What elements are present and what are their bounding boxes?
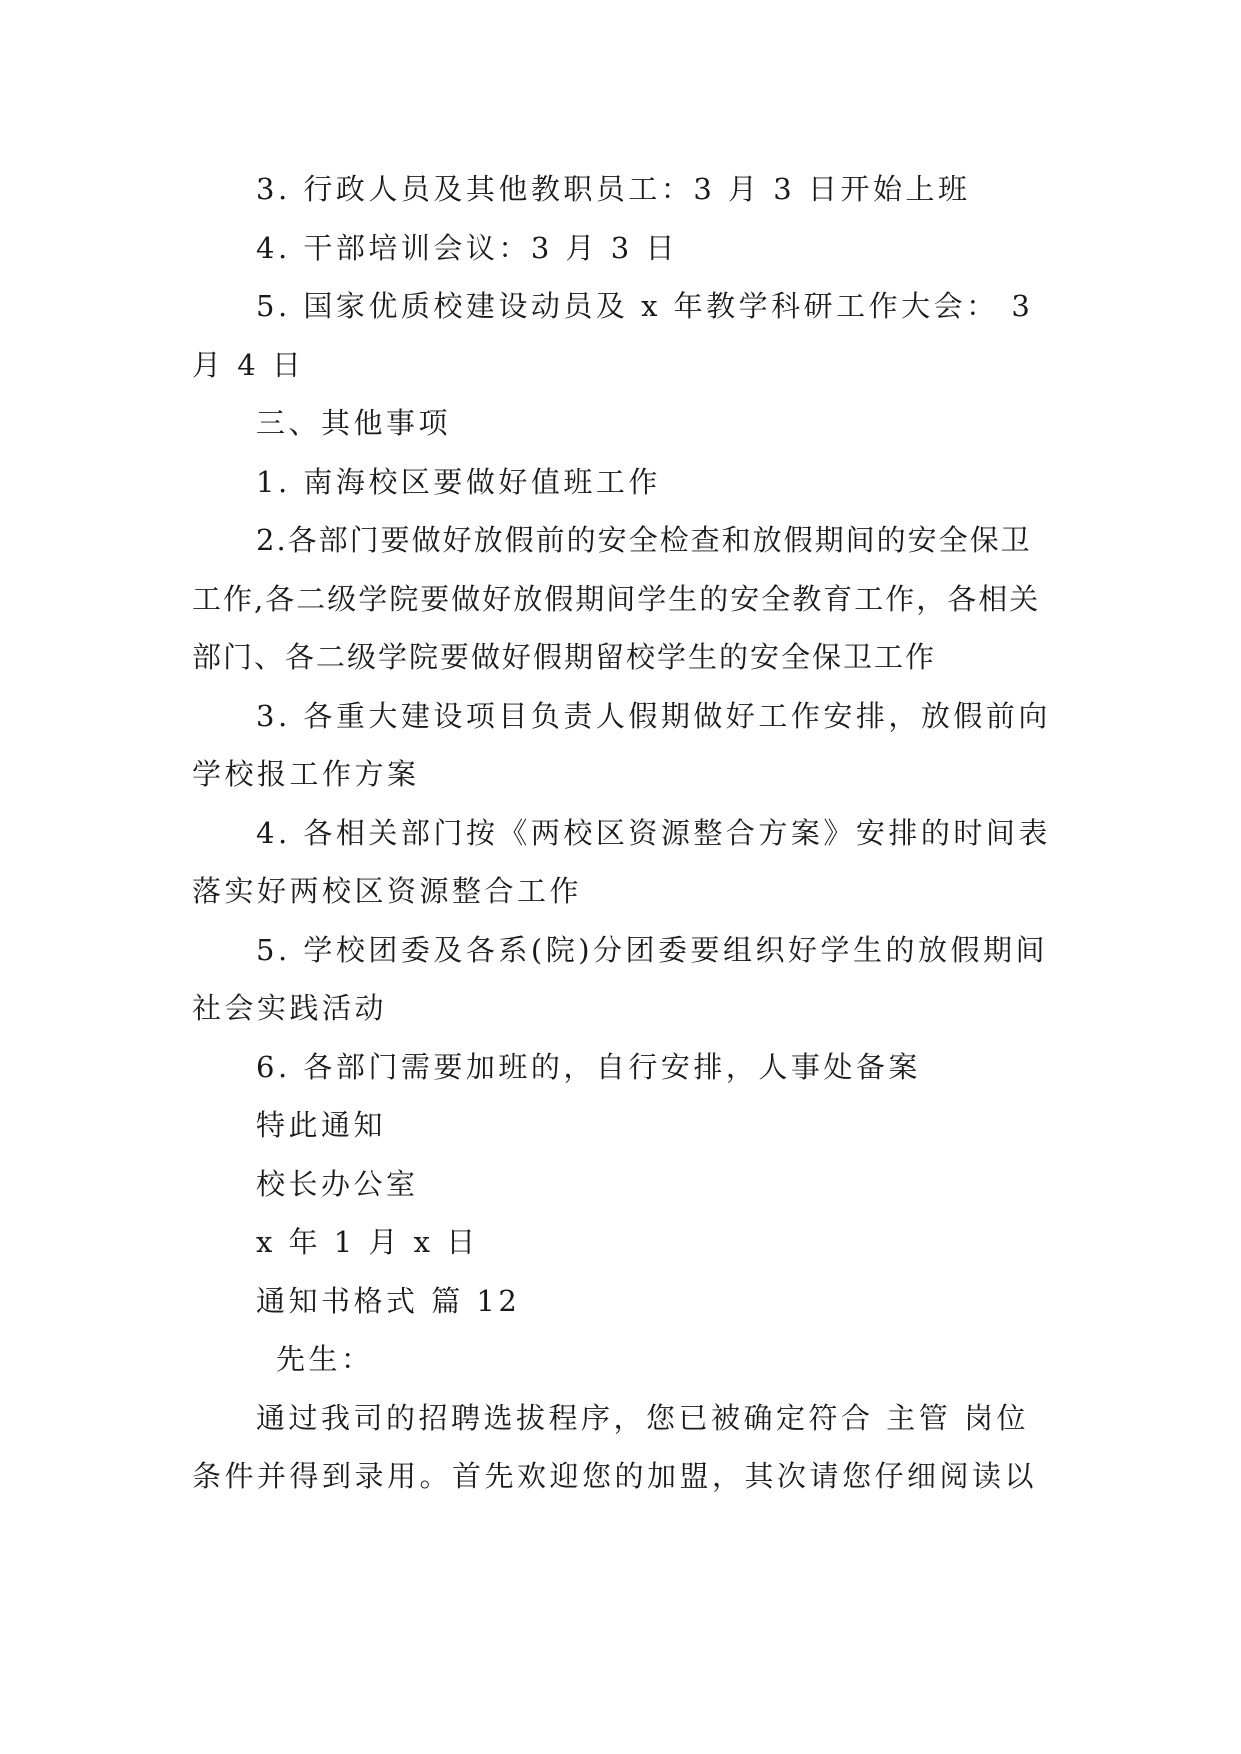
list-item-mobilization-meeting: 5. 国家优质校建设动员及 x 年教学科研工作大会： 3 月 4 日 [192,289,1047,382]
list-item-overtime: 6. 各部门需要加班的，自行安排，人事处备案 [256,1049,921,1084]
body-paragraph-offer: 通过我司的招聘选拔程序，您已被确定符合 主管 岗位条件并得到录用。首先欢迎您的加盟，其次请您仔细阅读以 [192,1400,1038,1493]
document-body [192,160,1052,1506]
list-item-staff-start: 3. 行政人员及其他教职员工：3 月 3 日开始上班 [256,172,971,206]
signature-date: x 年 1 月 x 日 [256,1225,479,1259]
list-item-cadre-training: 4. 干部培训会议：3 月 3 日 [256,230,678,265]
signature-office: 校长办公室 [256,1166,419,1201]
list-item-projects: 3. 各重大建设项目负责人假期做好工作安排，放假前向学校报工作方案 [192,698,1051,791]
closing-phrase: 特此通知 [256,1108,387,1142]
salutation: 先生： [276,1342,374,1376]
list-item-resource-integration: 4. 各相关部门按《两校区资源整合方案》安排的时间表落实好两校区资源整合工作 [192,815,1051,908]
list-item-safety: 2.各部门要做好放假前的安全检查和放假期间的安全保卫工作,各二级学院要做好放假期间学生的安全教育工作，各相关部门、各二级学院要做好假期留校学生的安全保卫工作 [192,523,1041,674]
list-item-social-practice: 5. 学校团委及各系(院)分团委要组织好学生的放假期间社会实践活动 [192,932,1049,1025]
section-title: 通知书格式 篇 12 [256,1283,521,1318]
list-item-duty: 1. 南海校区要做好值班工作 [256,464,661,499]
section-heading-other-matters: 三、其他事项 [256,406,452,440]
